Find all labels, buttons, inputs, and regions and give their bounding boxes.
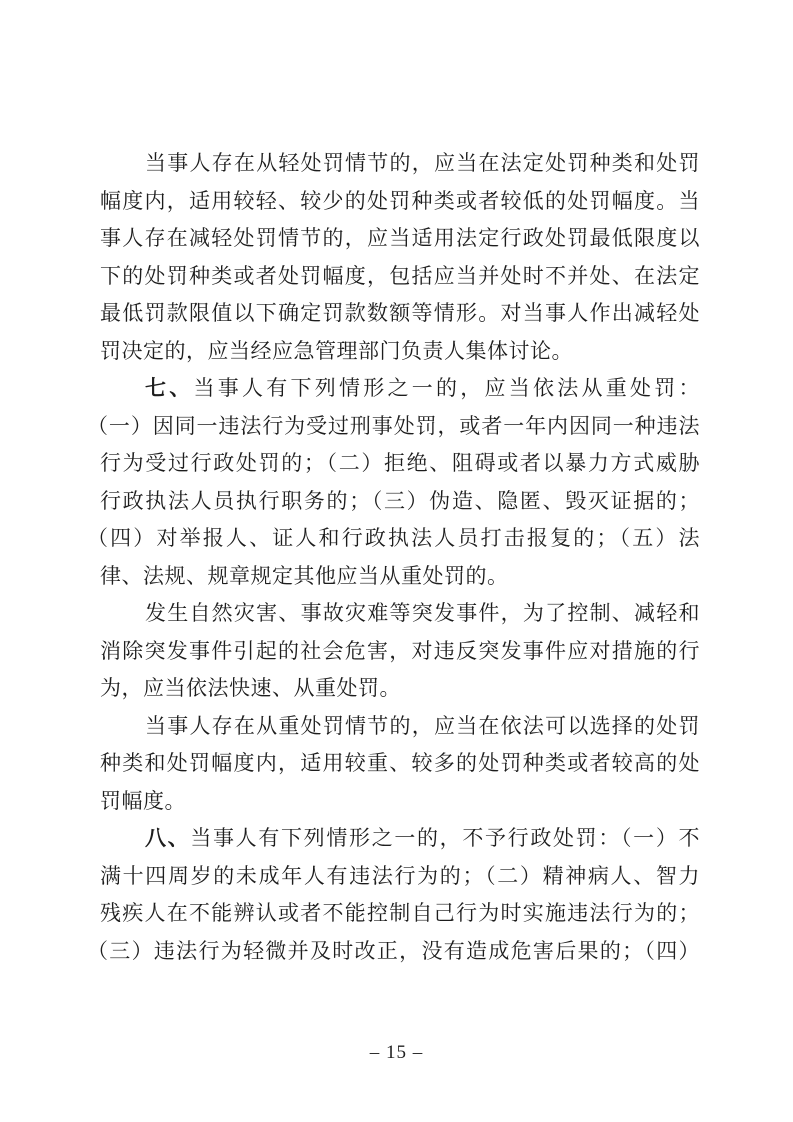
- text-line: 种类和处罚幅度内，适用较重、较多的处罚种类或者较高的处: [100, 751, 700, 775]
- item-number: 八、: [145, 826, 191, 850]
- text-line: 下的处罚种类或者处罚幅度，包括应当并处时不并处、在法定: [100, 263, 700, 288]
- document-body: [87, 145, 700, 970]
- paragraph: [100, 708, 700, 821]
- text-line: 幅度内，适用较轻、较少的处罚种类或者较低的处罚幅度。当: [100, 188, 700, 213]
- text-line: 律、法规、规章规定其他应当从重处罚的。: [100, 563, 509, 588]
- text-line: 七、当事人有下列情形之一的，应当依法从重处罚：: [145, 376, 700, 400]
- text-line: （三）违法行为轻微并及时改正，没有造成危害后果的；（四）: [87, 938, 700, 963]
- text-line: （一）因同一违法行为受过刑事处罚，或者一年内因同一种违法: [87, 413, 700, 438]
- text-line: 当事人存在从轻处罚情节的，应当在法定处罚种类和处罚: [145, 151, 700, 175]
- text-line: 行为受过行政处罚的；（二）拒绝、阻碍或者以暴力方式威胁: [100, 451, 700, 475]
- item-number: 七、: [145, 376, 194, 400]
- text-line: 消除突发事件引起的社会危害，对违反突发事件应对措施的行: [100, 638, 700, 663]
- page-number: – 15 –: [369, 1042, 424, 1063]
- text-line: 当事人存在从重处罚情节的，应当在依法可以选择的处罚: [145, 713, 700, 738]
- text-line: （四）对举报人、证人和行政执法人员打击报复的；（五）法: [87, 526, 700, 550]
- text-line: 满十四周岁的未成年人有违法行为的；（二）精神病人、智力: [100, 863, 700, 888]
- text-line: 为，应当依法快速、从重处罚。: [100, 676, 401, 700]
- text-line: 最低罚款限值以下确定罚款数额等情形。对当事人作出减轻处: [100, 301, 700, 325]
- text-line: 残疾人在不能辨认或者不能控制自己行为时实施违法行为的；: [100, 901, 700, 925]
- paragraph: [87, 820, 700, 970]
- paragraph: [87, 370, 700, 595]
- text-line: 事人存在减轻处罚情节的，应当适用法定行政处罚最低限度以: [100, 226, 700, 250]
- paragraph: [100, 145, 700, 370]
- text-line: 罚决定的，应当经应急管理部门负责人集体讨论。: [100, 338, 573, 363]
- text-line: 八、当事人有下列情形之一的，不予行政处罚：（一）不: [145, 826, 700, 850]
- text-line: 行政执法人员执行职务的；（三）伪造、隐匿、毁灭证据的；: [100, 488, 700, 513]
- text-line: 发生自然灾害、事故灾难等突发事件，为了控制、减轻和: [145, 601, 700, 625]
- text-line: 罚幅度。: [100, 788, 186, 813]
- paragraph: [100, 595, 700, 708]
